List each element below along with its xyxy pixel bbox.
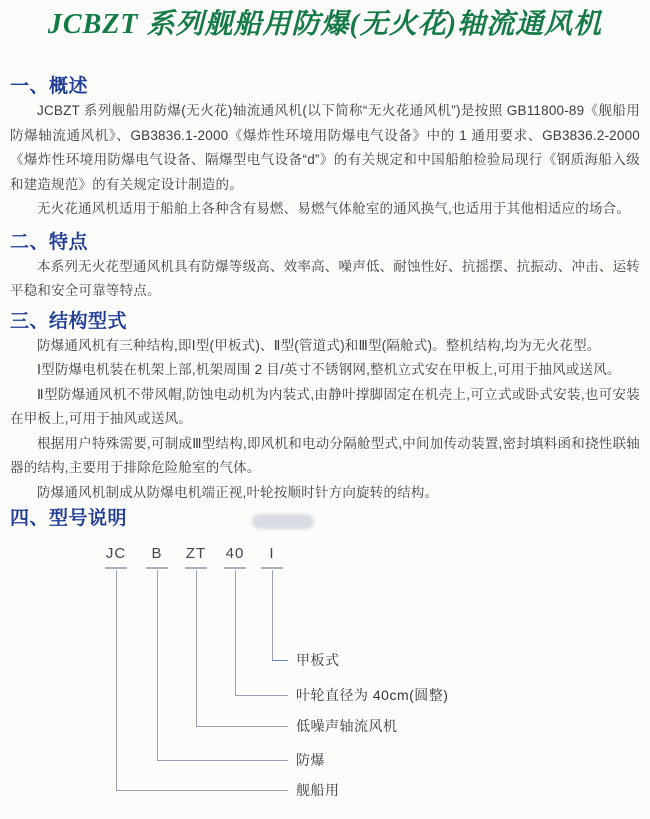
- body-paragraph: 根据用户特殊需要,可制成Ⅲ型结构,即风机和电动分隔舱型式,中间加传动装置,密封填料函和挠性联轴器的结构,主要用于排除危险舱室的气体。: [10, 435, 640, 475]
- code-underline: [146, 567, 168, 569]
- vertical-connector-line: [116, 570, 117, 790]
- section-features: [10, 231, 640, 304]
- code-meaning-label: 防爆: [296, 752, 325, 768]
- code-underline: [261, 567, 283, 569]
- section-heading-overview: 一、概述: [10, 76, 89, 97]
- section-heading-features: 二、特点: [10, 231, 89, 253]
- vertical-connector-line: [235, 570, 236, 695]
- scan-smudge: [252, 514, 314, 529]
- model-code-letter: B: [151, 545, 163, 562]
- body-paragraph: JCBZT 系列舰船用防爆(无火花)轴流通风机(以下简称“无火花通风机”)是按照 GB11800-89《舰船用防爆轴流通风机》、GB3836.1-2000《爆炸性环境用防爆电气设备》中的 1 通用要求、GB3836.2-2000《爆炸性环境用防爆电气设备、隔爆型电气设备“d”》的有关规定和中国船舶检验局现行《钢质海船入级和建造规范》的有关规定设计制造的。: [10, 103, 640, 192]
- horizontal-connector-line: [157, 760, 288, 761]
- body-paragraph: 无火花通风机适用于船舶上各种含有易燃、易燃气体舱室的通风换气,也适用于其他相适应的场合。: [37, 201, 631, 216]
- vertical-connector-line: [272, 570, 273, 660]
- code-meaning-label: 甲板式: [296, 652, 340, 668]
- code-underline: [224, 567, 246, 569]
- section-heading-model: 四、型号说明: [10, 508, 128, 529]
- horizontal-connector-line: [116, 790, 288, 791]
- vertical-connector-line: [196, 570, 197, 726]
- horizontal-connector-line: [196, 726, 288, 727]
- body-paragraph: Ⅱ型防爆通风机不带风帽,防蚀电动机为内装式,由静叶撑脚固定在机壳上,可立式或卧式安装,也可安装在甲板上,可用于抽风或送风。: [10, 386, 640, 426]
- body-paragraph: 防爆通风机制成从防爆电机端正视,叶轮按顺时针方向旋转的结构。: [37, 484, 439, 500]
- model-code-diagram: [10, 543, 640, 811]
- code-meaning-label: 舰船用: [296, 782, 340, 798]
- code-meaning-label: 叶轮直径为 40cm(圆整): [296, 687, 449, 703]
- model-code-letter: 40: [225, 545, 245, 562]
- vertical-connector-line: [157, 570, 158, 760]
- code-meaning-label: 低噪声轴流风机: [296, 718, 398, 734]
- model-code-letter: ZT: [185, 545, 207, 562]
- code-underline: [105, 567, 127, 569]
- horizontal-connector-line: [272, 660, 288, 661]
- body-paragraph: Ⅰ型防爆电机装在机架上部,机架周围 2 目/英寸不锈钢网,整机立式安在甲板上,可用于抽风或送风。: [37, 362, 621, 377]
- section-overview: [10, 75, 640, 222]
- code-underline: [185, 567, 207, 569]
- model-code-letter: JC: [105, 545, 127, 562]
- body-paragraph: 本系列无火花型通风机具有防爆等级高、效率高、噪声低、耐蚀性好、抗摇摆、抗振动、冲击、运转平稳和安全可靠等特点。: [10, 258, 640, 298]
- horizontal-connector-line: [235, 695, 288, 696]
- model-code-letter: I: [269, 545, 275, 562]
- document-page: [0, 5, 650, 819]
- page-title: JCBZT 系列舰船用防爆(无火花)轴流通风机: [47, 9, 603, 40]
- body-paragraph: 防爆通风机有三种结构,即Ⅰ型(甲板式)、Ⅱ型(管道式)和Ⅲ型(隔舱式)。整机结构,均为无火花型。: [37, 337, 601, 353]
- section-structure: [10, 310, 640, 506]
- section-heading-structure: 三、结构型式: [10, 310, 128, 332]
- section-model: [10, 507, 640, 531]
